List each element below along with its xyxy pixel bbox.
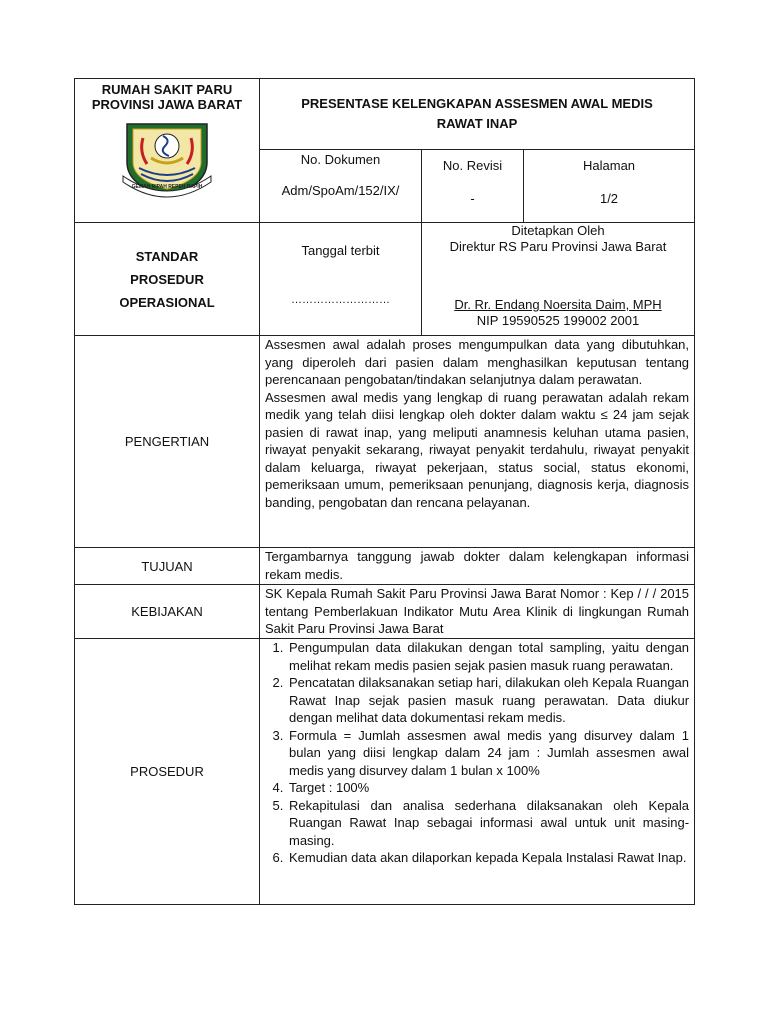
title-line2: RAWAT INAP [436,116,518,131]
hospital-name-line2: PROVINSI JAWA BARAT [91,97,243,112]
sop-label-line1: STANDAR [135,248,199,264]
prosedur-step: 1. Pengumpulan data dilakukan dengan total sampling, yaitu dengan melihat rekam medis pasien sejak pasien masuk ruang perawatan. [287,639,689,674]
kebijakan-label: KEBIJAKAN [75,585,260,639]
approved-by-title: Direktur RS Paru Provinsi Jawa Barat [449,239,667,254]
hospital-header [75,79,260,223]
logo-motto: GEMAH RIPAH REPEH RAPIH [131,184,203,190]
pengertian-label: PENGERTIAN [75,336,260,548]
hospital-name-line1: RUMAH SAKIT PARU [101,82,233,97]
revision-cell [422,150,524,223]
pengertian-content [260,336,695,548]
doc-number-value: Adm/SpoAm/152/IX/ [281,183,400,198]
page-label: Halaman [583,158,636,173]
sop-label-cell [75,223,260,336]
title-line1: PRESENTASE KELENGKAPAN ASSESMEN AWAL MEDIS [301,96,653,111]
prosedur-step: 2. Pencatatan dilaksanakan setiap hari, dilakukan oleh Kepala Ruangan Rawat Inap sejak pasien masuk ruang perawatan. Data diukur dengan melihat data dokumentasi rekam medis. [287,674,689,727]
kebijakan-text: SK Kepala Rumah Sakit Paru Provinsi Jawa Barat Nomor : Kep / / / 2015 tentang Pemberlakuan Indikator Mutu Area Klinik di lingkungan Rumah Sakit Paru Provinsi Jawa Barat [265,586,690,636]
approved-by-label: Ditetapkan Oleh [511,223,605,238]
west-java-emblem-logo [119,118,215,198]
prosedur-step: 6. Kemudian data akan dilaporkan kepada Kepala Instalasi Rawat Inap. [287,849,689,867]
revision-label: No. Revisi [442,158,503,173]
signatory-nip: NIP 19590525 199002 2001 [476,313,640,328]
prosedur-step: 4. Target : 100% [287,779,689,797]
sop-label-line3: OPERASIONAL [119,294,215,310]
sop-label-line2: PROSEDUR [130,271,204,287]
approval-cell [422,223,695,336]
sop-table [74,78,695,905]
prosedur-step: 5. Rekapitulasi dan analisa sederhana dilaksanakan oleh Kepala Ruangan Rawat Inap sebagai informasi awal untuk unit masing-masing. [287,797,689,850]
doc-number-cell [260,150,422,223]
prosedur-step: 3. Formula = Jumlah assesmen awal medis yang disurvey dalam 1 bulan yang diisi lengkap dalam 24 jam : Jumlah assesmen awal medis yang disurvey dalam 1 bulan x 100% [287,727,689,780]
pengertian-paragraph2: Assesmen awal medis yang lengkap di ruang perawatan adalah rekam medik yang telah diisi lengkap oleh dokter dalam waktu ≤ 24 jam sejak pasien di rawat inap, yang meliputi anamnesis keluhan utama pasien, riwayat penyakit sekarang, riwayat penyakit terdahulu, riwayat penyakit dalam keluarga, riwayat pekerjaan, status social, status ekonomi, pemeriksaan umum, pemeriksaan penunjang, diagnosis kerja, diagnosis banding, pengobatan dan rencana pelayanan. [265,389,690,510]
issue-date-label: Tanggal terbit [301,243,380,258]
kebijakan-content [260,585,695,639]
tujuan-content [260,548,695,585]
issue-date-value: ……………………… [291,294,390,306]
prosedur-steps-list [265,639,689,867]
page-value: 1/2 [599,191,619,206]
pengertian-paragraph1: Assesmen awal adalah proses mengumpulkan data yang dibutuhkan, yang diperoleh dari pasien dalam menghasilkan keputusan tentang perencanaan pengobatan/tindakan selanjutnya dalam perawatan. [265,337,690,387]
page-cell [524,150,695,223]
doc-number-label: No. Dokumen [300,152,381,167]
signatory-name: Dr. Rr. Endang Noersita Daim, MPH [454,297,662,312]
tujuan-label: TUJUAN [75,548,260,585]
revision-value: - [470,191,475,206]
tujuan-text: Tergambarnya tanggung jawab dokter dalam kelengkapan informasi rekam medis. [265,549,690,582]
document-title [260,79,695,150]
prosedur-label: PROSEDUR [75,639,260,905]
issue-date-cell [260,223,422,336]
prosedur-content [260,639,695,905]
sop-document [74,78,694,905]
